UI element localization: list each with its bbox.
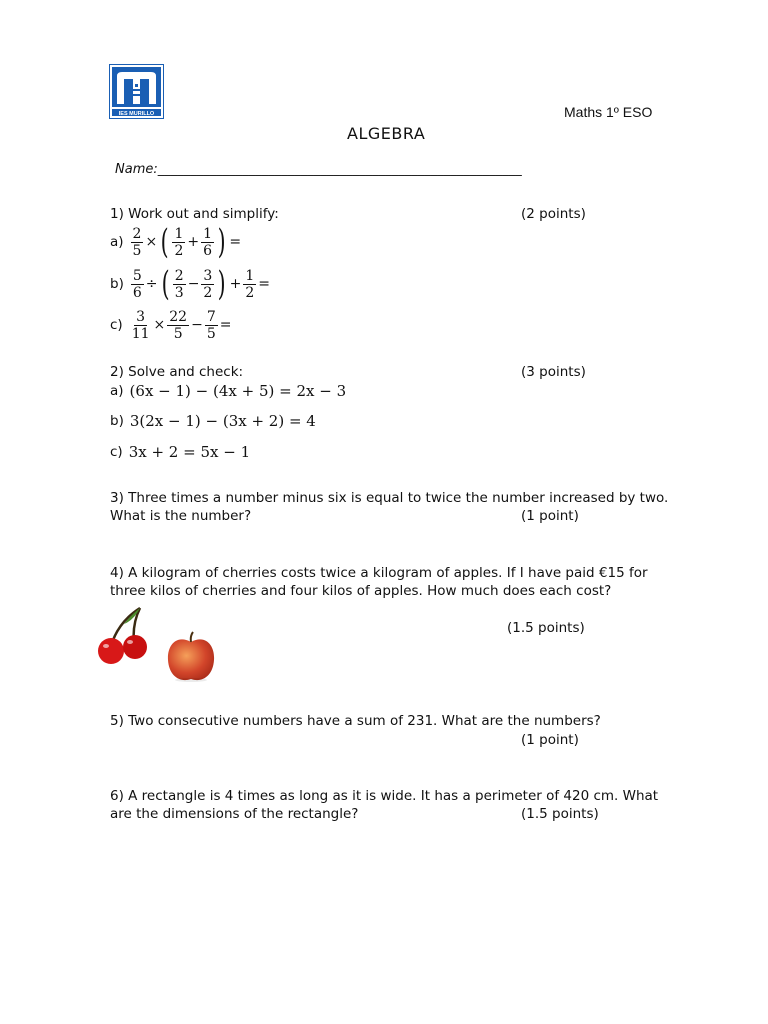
q2-points: (3 points): [521, 364, 586, 380]
operator: ÷: [145, 276, 158, 292]
equals: =: [258, 276, 270, 292]
operator: ×: [153, 317, 166, 333]
paren-open: (: [161, 264, 170, 304]
fraction: $\frac{1}{6}$: [203, 225, 213, 259]
equals: =: [229, 234, 242, 250]
fraction: $\frac{2}{5}$: [132, 225, 142, 259]
fraction: $\frac{22}{5}$: [169, 308, 188, 342]
operator: ×: [145, 234, 158, 250]
equation: 3(2x − 1) − (3x + 2) = 4: [129, 412, 316, 430]
paren-close: ): [217, 264, 226, 304]
page-title: ALGEBRA: [347, 124, 426, 143]
q5-points: (1 point): [521, 732, 579, 748]
q2-heading: 2) Solve and check:: [110, 364, 244, 380]
operator: +: [187, 234, 200, 250]
paren-open: (: [160, 222, 169, 262]
apple-icon: [166, 630, 216, 684]
q1-b-label: b): [110, 276, 124, 292]
paren-close: ): [217, 222, 226, 262]
fraction: $\frac{3}{11}$: [131, 308, 150, 342]
operator: +: [229, 276, 242, 292]
q2-c-label: c): [110, 444, 123, 460]
q1-b: [110, 266, 271, 302]
subject-label: Maths 1º ESO: [564, 104, 653, 120]
q1-c: [110, 307, 232, 343]
fraction: $\frac{2}{3}$: [174, 267, 184, 301]
equals: =: [219, 317, 232, 333]
q2-a: [110, 381, 346, 401]
q2-b-label: b): [110, 413, 124, 429]
equation: (6x − 1) − (4x + 5) = 2x − 3: [129, 382, 347, 400]
q3-line1: 3) Three times a number minus six is equal to twice the number increased by two.: [110, 490, 669, 506]
fraction: $\frac{3}{2}$: [203, 267, 213, 301]
q1-a: [110, 224, 242, 260]
q6-points: (1.5 points): [521, 806, 599, 822]
svg-text:IES MURILLO: IES MURILLO: [118, 111, 155, 117]
q4-line1: 4) A kilogram of cherries costs twice a kilogram of apples. If I have paid €15 for: [110, 565, 648, 581]
q6-line2: are the dimensions of the rectangle?: [110, 806, 359, 822]
fraction: $\frac{1}{2}$: [174, 225, 184, 259]
q1-c-label: c): [110, 317, 123, 333]
operator: −: [191, 317, 203, 333]
cherries-icon: [94, 604, 156, 666]
q4-line2: three kilos of cherries and four kilos of apples. How much does each cost?: [110, 583, 612, 599]
name-field[interactable]: Name:________________________________________________________: [115, 162, 522, 177]
q5-line1: 5) Two consecutive numbers have a sum of 231. What are the numbers?: [110, 713, 601, 729]
apple-image: [166, 630, 216, 684]
q2-a-label: a): [110, 383, 124, 399]
q2-b: [110, 411, 316, 431]
equation: 3x + 2 = 5x − 1: [128, 443, 251, 461]
q3-points: (1 point): [521, 508, 579, 524]
school-logo: [109, 64, 164, 119]
cherries-image: [94, 604, 156, 666]
operator: −: [187, 276, 200, 292]
q4-points: (1.5 points): [507, 620, 585, 636]
q3-line2: What is the number?: [110, 508, 252, 524]
q6-line1: 6) A rectangle is 4 times as long as it is wide. It has a perimeter of 420 cm. What: [110, 788, 659, 804]
q1-heading: 1) Work out and simplify:: [110, 206, 279, 222]
logo-icon: [109, 64, 164, 119]
fraction: $\frac{1}{2}$: [245, 267, 255, 301]
fraction: $\frac{7}{5}$: [206, 308, 216, 342]
q1-points: (2 points): [521, 206, 586, 222]
q2-c: [110, 442, 250, 462]
q1-a-label: a): [110, 234, 124, 250]
fraction: $\frac{5}{6}$: [132, 267, 142, 301]
